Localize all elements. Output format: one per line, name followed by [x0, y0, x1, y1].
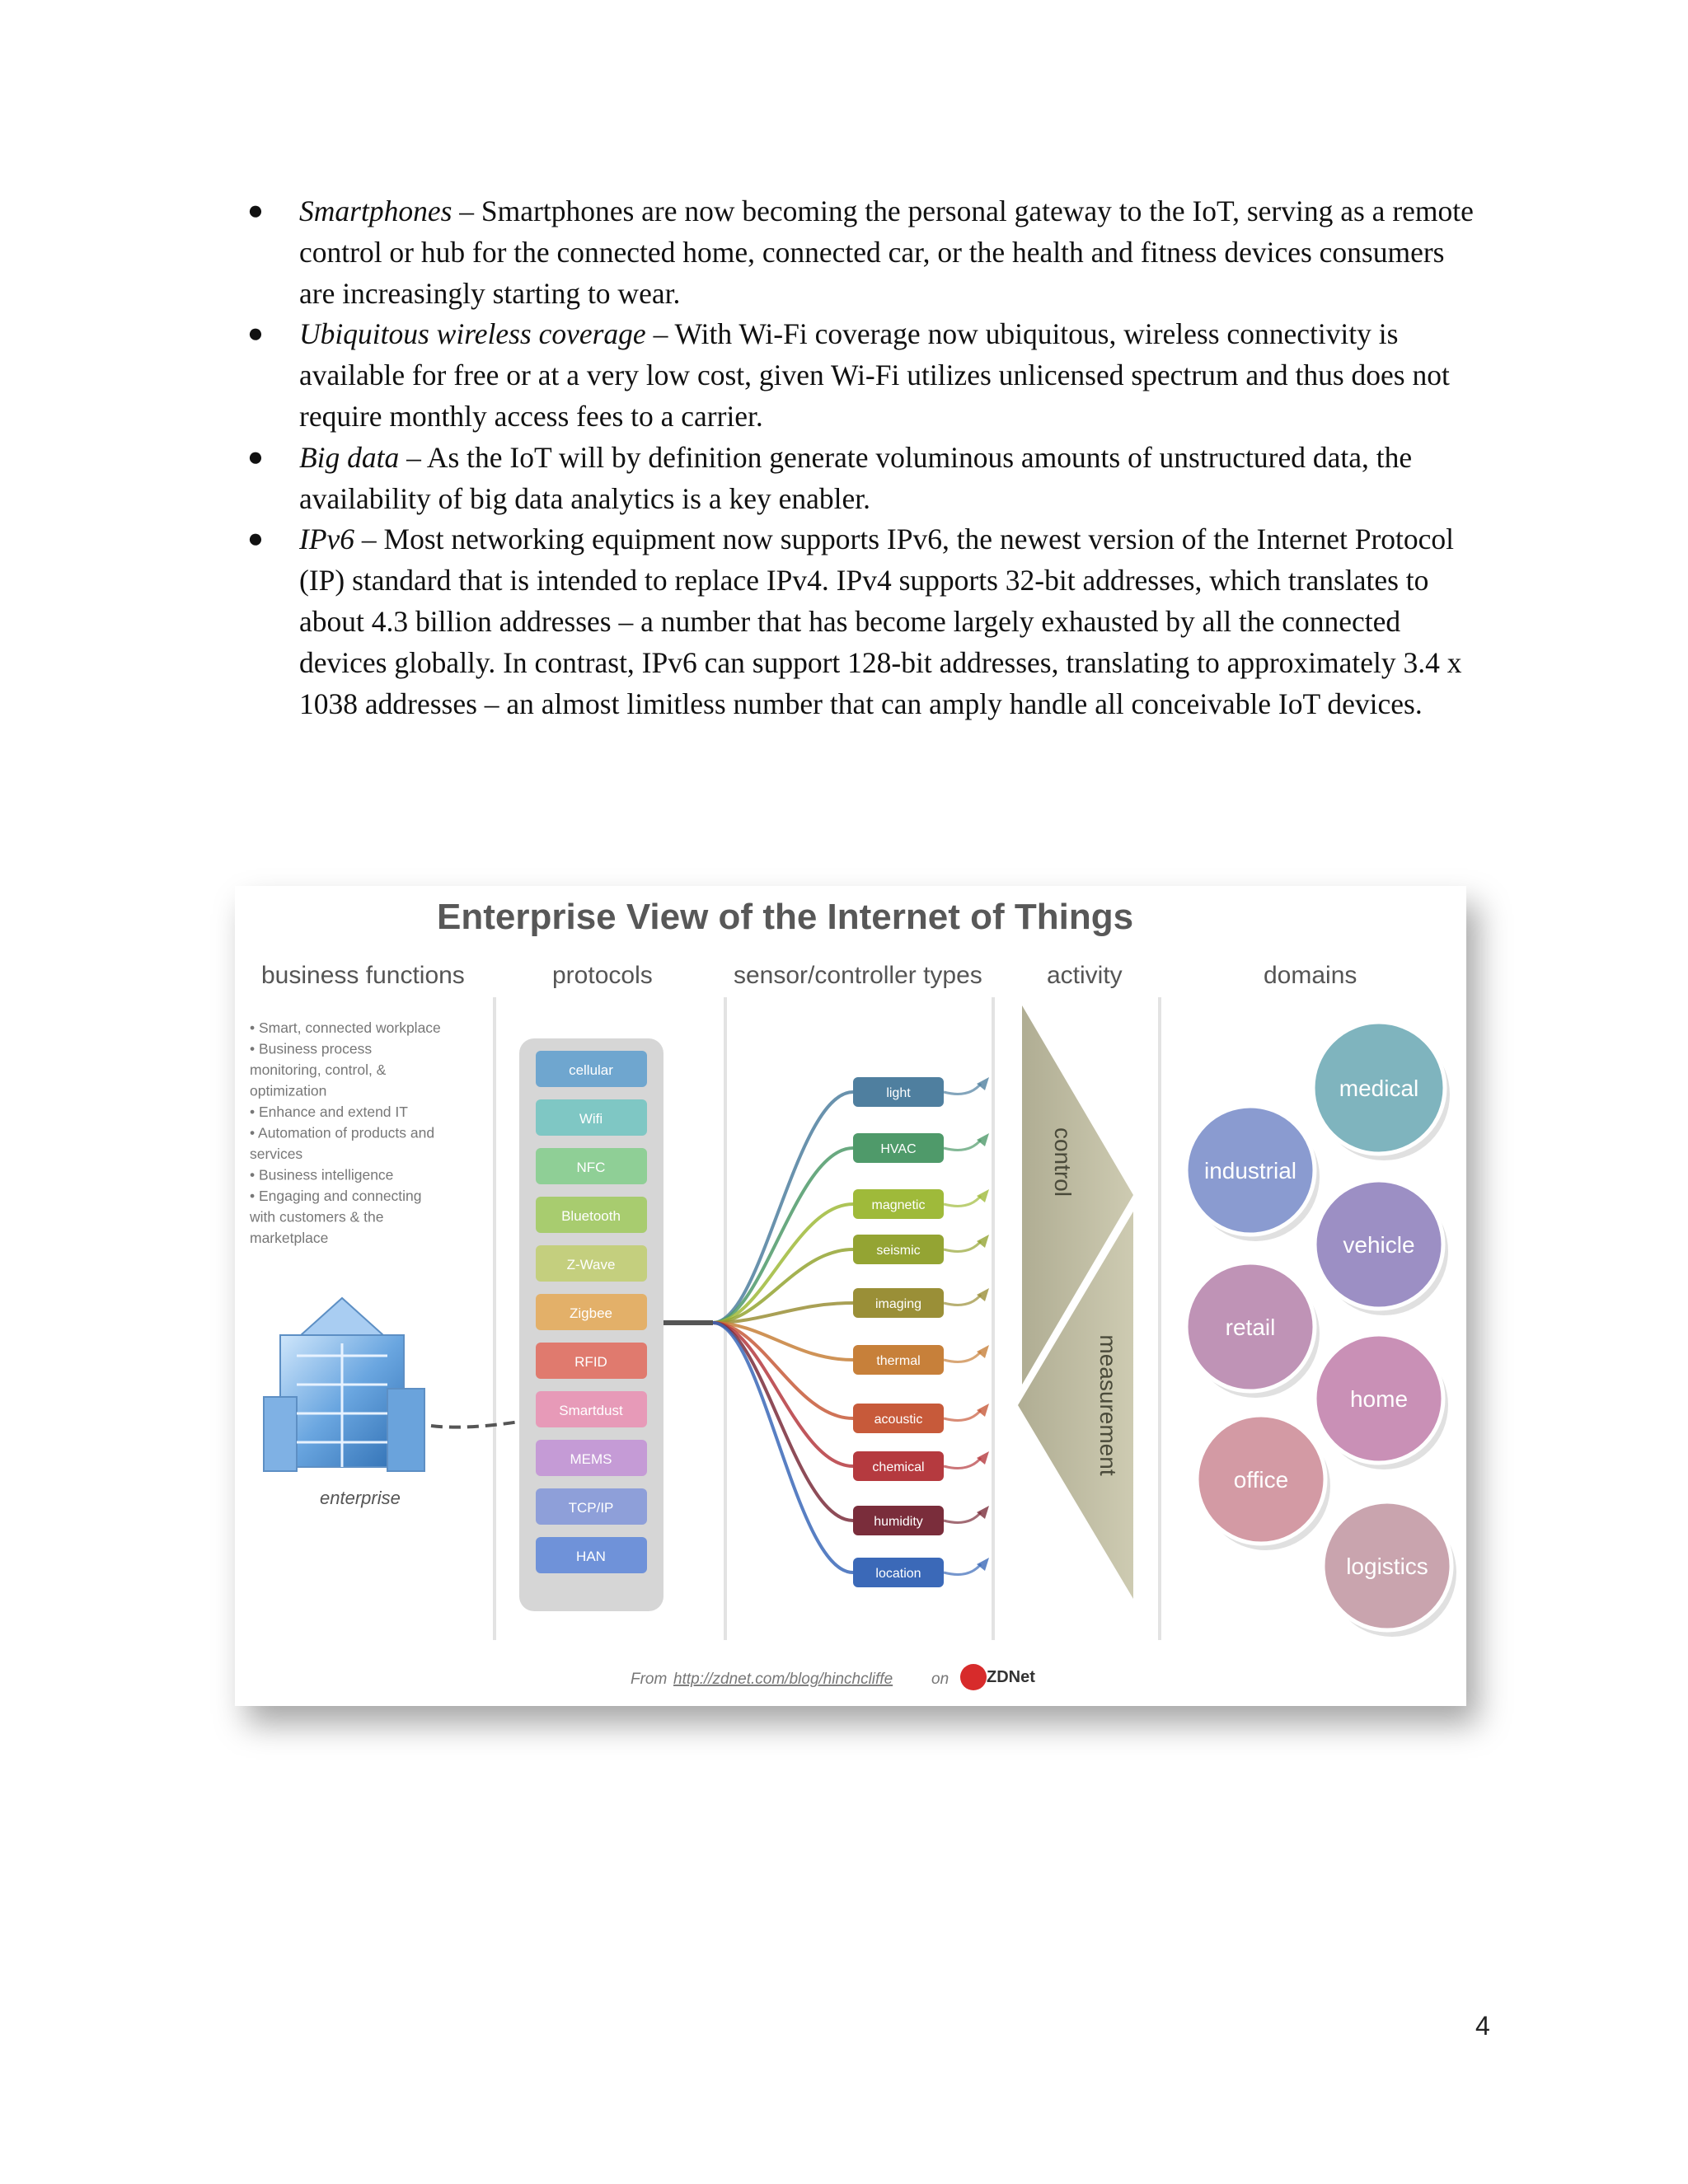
bullet-dash: – [645, 317, 675, 351]
domain-label: retail [1225, 1315, 1276, 1340]
business-function-line: • Business intelligence [250, 1166, 394, 1183]
protocol-item [536, 1148, 647, 1184]
business-function-line: • Engaging and connecting [250, 1188, 422, 1204]
protocol-item [536, 1245, 647, 1282]
bullet-term: Smartphones [299, 194, 452, 227]
protocol-item [536, 1440, 647, 1476]
bullet-text: With Wi-Fi coverage now ubiquitous, wireless connectivity is available for free or at a very low cost, given Wi-Fi utilizes unlicensed spectrum and thus does not require monthly access fees to a carrier. [299, 317, 1450, 433]
protocol-label: NFC [576, 1160, 606, 1175]
domain-label: office [1233, 1467, 1289, 1493]
protocol-label: Bluetooth [561, 1208, 621, 1224]
protocol-item [536, 1099, 647, 1136]
sensor-item [853, 1133, 944, 1163]
protocol-item [536, 1051, 647, 1087]
sensor-label: acoustic [874, 1413, 923, 1427]
sensor-label: light [886, 1086, 911, 1100]
zdnet-logo-icon [960, 1664, 987, 1690]
iot-diagram [235, 886, 1466, 1706]
header-domains: domains [1264, 962, 1357, 989]
sensor-item [853, 1404, 944, 1433]
protocol-label: Zigbee [570, 1305, 612, 1321]
zdnet-logo-text: ZDNet [987, 1668, 1035, 1686]
credit-from: From [631, 1671, 668, 1688]
protocol-item [536, 1537, 647, 1573]
domain-label: vehicle [1343, 1232, 1415, 1258]
sensor-item [853, 1451, 944, 1481]
bullet-term: Ubiquitous wireless coverage [299, 317, 646, 351]
bullet-list [247, 191, 1484, 724]
domain-label: logistics [1346, 1554, 1428, 1579]
domain-label: industrial [1203, 1158, 1297, 1183]
bullet-dot-icon: ● [247, 524, 264, 555]
sensor-label: HVAC [880, 1142, 917, 1156]
protocol-label: Wifi [579, 1111, 603, 1127]
bullet-dot-icon: ● [247, 319, 264, 349]
protocol-label: TCP/IP [568, 1500, 614, 1516]
iot-figure [235, 886, 1466, 1706]
business-function-line: • Automation of products and [250, 1124, 435, 1141]
business-function-line: with customers & the [250, 1208, 384, 1226]
bullet-smartphones [247, 191, 1484, 314]
business-function-line: • Business process [250, 1040, 373, 1057]
page-number: 4 [1475, 2011, 1490, 2041]
protocol-label: cellular [569, 1062, 613, 1078]
business-function-line: services [250, 1146, 303, 1162]
sensor-item [853, 1077, 944, 1107]
domain-label: home [1349, 1386, 1409, 1412]
business-function-line: marketplace [250, 1230, 329, 1246]
sensor-label: magnetic [871, 1198, 926, 1212]
enterprise-label: enterprise [320, 1488, 401, 1508]
sensor-label: location [875, 1567, 921, 1581]
credit-url[interactable]: http://zdnet.com/blog/hinchcliffe [673, 1671, 893, 1688]
activity-measurement-label: measurement [1095, 1334, 1121, 1476]
bullet-ipv6 [247, 519, 1484, 724]
protocol-label: RFID [574, 1354, 607, 1370]
header-business: business functions [261, 962, 465, 989]
sensor-label: seismic [876, 1244, 921, 1258]
protocol-item [536, 1197, 647, 1233]
bullet-term: IPv6 [299, 523, 355, 556]
protocol-label: Smartdust [559, 1403, 623, 1418]
bullet-text: Most networking equipment now supports IPv6, the newest version of the Internet Protocol (IP) standard that is intended to replace IPv4. IPv4 supports 32-bit addresses, which translates to about 4.3 billion addresses – a number that has become largely exhausted by all the connected devices globally. In contrast, IPv6 can support 128-bit addresses, translating to approximately 3.4 x 1038 addresses – an almost limitless number that can amply handle all conceivable IoT devices. [299, 523, 1462, 720]
bullet-wireless [247, 314, 1484, 437]
bullet-dot-icon: ● [247, 442, 264, 472]
bullet-text: Smartphones are now becoming the personal gateway to the IoT, serving as a remote control or hub for the connected home, connected car, or the health and fitness devices consumers are increasingly starting to wear. [299, 194, 1474, 310]
header-sensors: sensor/controller types [734, 962, 982, 989]
sensor-item [853, 1558, 944, 1587]
domain-label: medical [1339, 1076, 1419, 1101]
sensor-item [853, 1189, 944, 1219]
business-function-line: monitoring, control, & [250, 1062, 387, 1078]
protocol-label: Z-Wave [566, 1257, 616, 1272]
sensor-label: thermal [876, 1354, 921, 1368]
bullet-dash: – [452, 194, 481, 227]
business-function-line: • Smart, connected workplace [250, 1019, 441, 1036]
sensor-label: chemical [872, 1460, 925, 1474]
protocol-item [536, 1294, 647, 1330]
protocol-label: HAN [576, 1549, 606, 1564]
sensor-item [853, 1506, 944, 1535]
sensor-label: humidity [874, 1515, 923, 1529]
header-activity: activity [1047, 962, 1123, 989]
bullet-dot-icon: ● [247, 196, 264, 226]
credit-on: on [931, 1671, 950, 1688]
protocol-item [536, 1488, 647, 1525]
protocol-item [536, 1391, 647, 1427]
protocol-item [536, 1343, 647, 1379]
sensor-item [853, 1288, 944, 1318]
figure-title: Enterprise View of the Internet of Things [437, 897, 1134, 937]
bullet-dash: – [354, 523, 384, 556]
protocol-label: MEMS [570, 1451, 612, 1467]
sensor-item [853, 1235, 944, 1264]
activity-control-label: control [1050, 1127, 1076, 1197]
sensor-label: imaging [874, 1297, 922, 1311]
header-protocols: protocols [552, 962, 653, 989]
bullet-term: Big data [299, 440, 400, 474]
business-function-line: optimization [250, 1082, 327, 1099]
sensor-item [853, 1345, 944, 1375]
business-function-line: • Enhance and extend IT [250, 1104, 408, 1120]
bullet-dash: – [399, 440, 427, 474]
bullet-text: As the IoT will by definition generate voluminous amounts of unstructured data, the availability of big data analytics is a key enabler. [299, 440, 1413, 515]
bullet-big-data [247, 438, 1484, 520]
protocol-stack [536, 1051, 647, 1573]
